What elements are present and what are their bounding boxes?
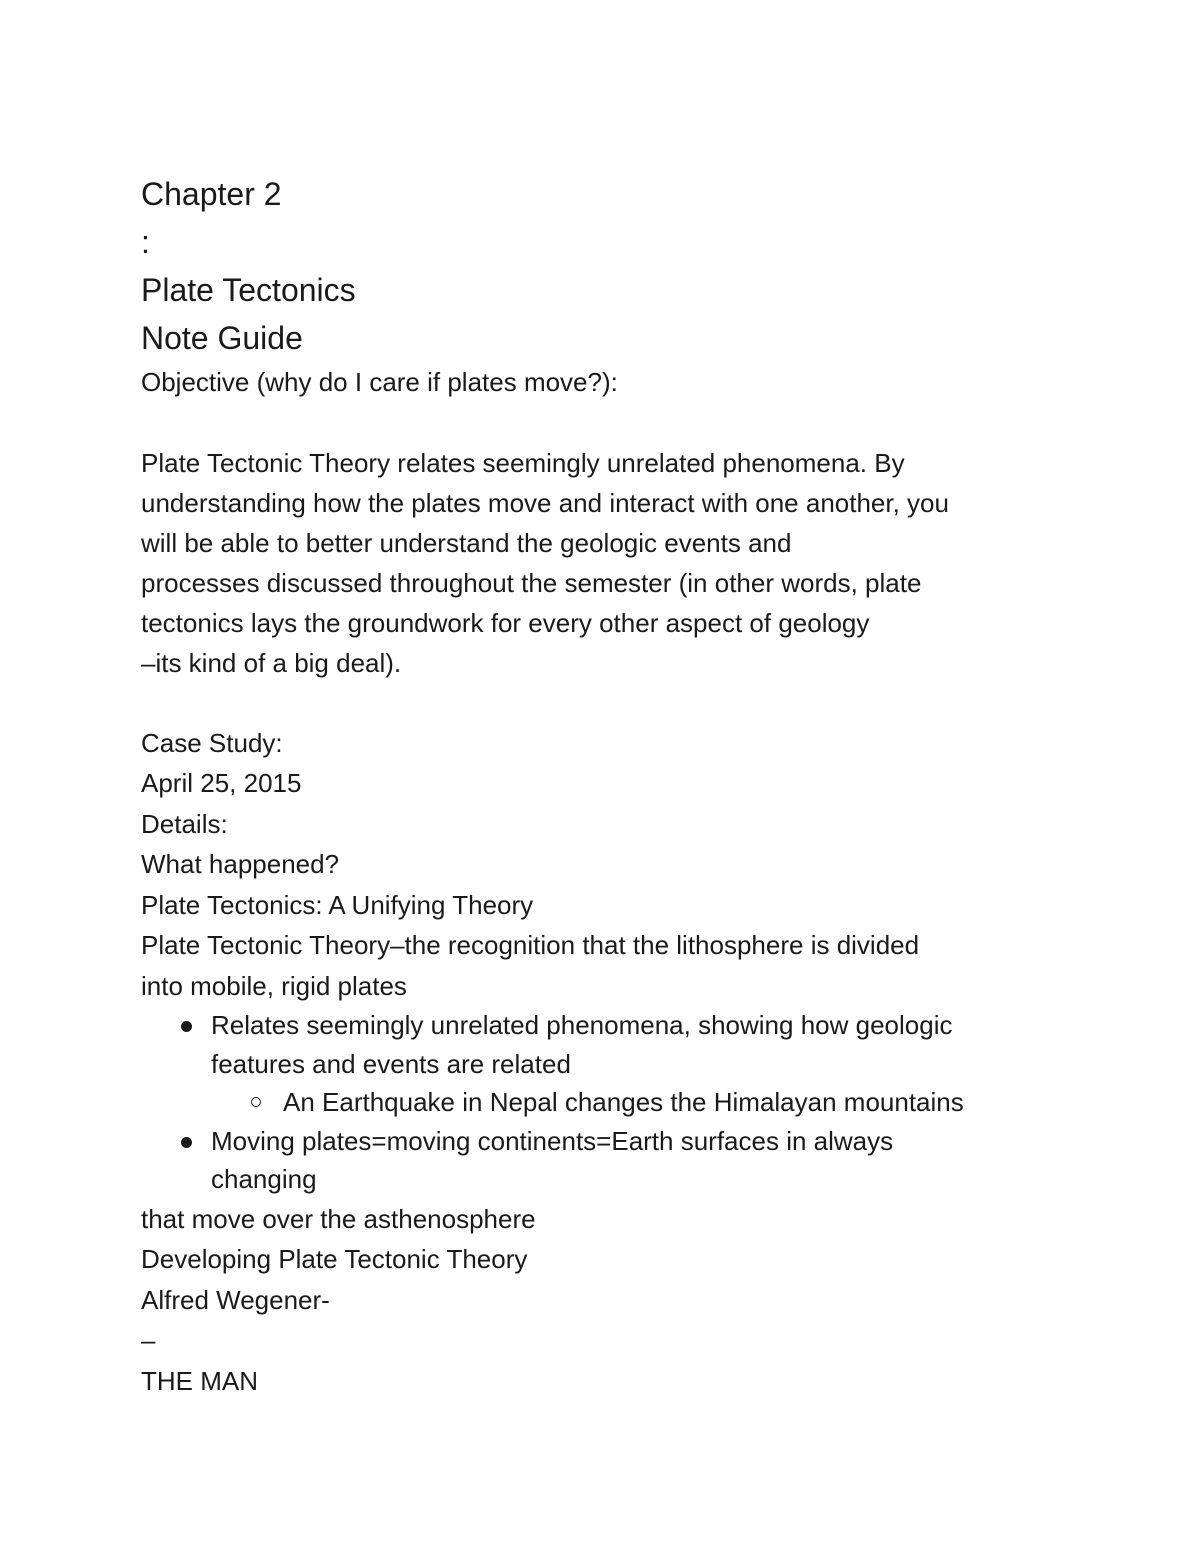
case-study-details: Details: [141, 808, 228, 839]
objective-label: Objective (why do I care if plates move?): [141, 367, 618, 397]
case-study-question: What happened? [141, 849, 340, 879]
paragraph-line: Plate Tectonic Theory relates seemingly unrelated phenomena. By [141, 447, 905, 478]
the-man-note: THE MAN [141, 1365, 258, 1396]
page-subtitle: Note Guide [141, 320, 303, 356]
bullet-text: features and events are related [211, 1048, 571, 1079]
case-study-date: April 25, 2015 [141, 768, 302, 798]
sub-item-text: An Earthquake in Nepal changes the Himalayan mountains [283, 1087, 964, 1117]
dash-line: – [141, 1325, 156, 1355]
bullet-text: Relates seemingly unrelated phenomena, showing how geologic [211, 1010, 953, 1040]
paragraph-line: tectonics lays the groundwork for every other aspect of geology [141, 607, 870, 638]
bullet-list [141, 1006, 1071, 1199]
document-content [141, 170, 1071, 1401]
list-item [141, 1122, 1071, 1199]
chapter-colon: : [141, 224, 150, 260]
list-item [141, 1006, 1071, 1122]
bullet-icon [181, 1021, 192, 1032]
spacer [141, 403, 1071, 443]
sub-list-item [211, 1083, 1071, 1122]
page-title: Plate Tectonics [141, 272, 356, 308]
sub-list [211, 1083, 1071, 1122]
bullet-text: changing [211, 1164, 317, 1194]
paragraph-line: processes discussed throughout the semester (in other words, plate [141, 567, 922, 598]
paragraph-line: will be able to better understand the geologic events and [141, 527, 792, 558]
objective-paragraph [141, 443, 1071, 683]
unifying-heading: Plate Tectonics: A Unifying Theory [141, 889, 534, 920]
wegener-name: Alfred Wegener- [141, 1284, 330, 1315]
bullet-text: Moving plates=moving continents=Earth surfaces in always [211, 1125, 894, 1156]
chapter-heading: Chapter 2 [141, 176, 282, 212]
paragraph-line: understanding how the plates move and interact with one another, you [141, 487, 949, 518]
bullet-icon [181, 1137, 192, 1148]
definition-line: into mobile, rigid plates [141, 970, 407, 1001]
paragraph-line: –its kind of a big deal). [141, 647, 402, 678]
case-study-label: Case Study: [141, 727, 283, 758]
developing-heading: Developing Plate Tectonic Theory [141, 1244, 528, 1274]
spacer [141, 683, 1071, 723]
definition-line: Plate Tectonic Theory–the recognition that the lithosphere is divided [141, 930, 920, 960]
asthenosphere-line: that move over the asthenosphere [141, 1203, 536, 1234]
hollow-bullet-icon [251, 1097, 261, 1107]
